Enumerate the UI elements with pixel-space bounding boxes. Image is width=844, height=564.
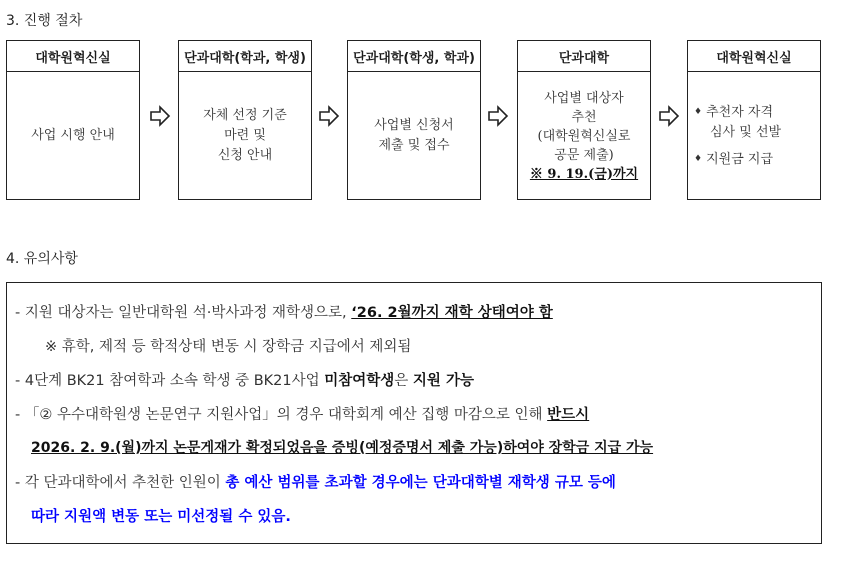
step-body <box>688 73 820 199</box>
notice-emphasis: 반드시 <box>547 407 590 423</box>
notice-emphasis: 지원 가능 <box>412 373 474 389</box>
notice-text: ※ 휴학, 제적 등 학적상태 변동 시 장학금 지급에서 제외됨 <box>45 339 412 355</box>
notice-line-7 <box>31 505 291 526</box>
hollow-right-arrow-icon <box>487 105 509 127</box>
deadline-note: ※ 9. 19.(금)까지 <box>529 166 639 182</box>
section-title-notes: 4. 유의사항 <box>6 251 78 267</box>
notice-line-6 <box>15 471 616 492</box>
step-text: 추천 <box>571 109 597 125</box>
step-text: 사업별 대상자 <box>544 90 624 106</box>
step-header: 단과대학(학생, 학과) <box>348 41 480 72</box>
notice-emphasis: 미참여학생 <box>324 373 395 389</box>
section-title-process: 3. 진행 절차 <box>6 13 83 29</box>
hollow-right-arrow-icon <box>658 105 680 127</box>
step-body <box>518 73 650 199</box>
notice-box <box>6 282 822 544</box>
step-body <box>348 73 480 199</box>
notice-emphasis: 2026. 2. 9.(월)까지 논문게재가 확정되었음을 증빙(예정증명서 제출 가능)하여야 장학금 지급 가능 <box>31 440 654 456</box>
process-step-4 <box>517 40 651 200</box>
notice-text: - 각 단과대학에서 추천한 인원이 <box>15 475 226 491</box>
notice-text: - 지원 대상자는 일반대학원 석·박사과정 재학생으로, <box>15 305 352 321</box>
notice-blue-emphasis: 따라 지원액 변동 또는 미선정될 수 있음. <box>31 509 291 525</box>
bullet-item <box>694 102 781 143</box>
step-text: 사업 시행 안내 <box>31 128 115 143</box>
hollow-right-arrow-icon <box>318 105 340 127</box>
step-body <box>179 73 311 199</box>
notice-line-1 <box>15 301 553 322</box>
hollow-right-arrow-icon <box>149 105 171 127</box>
step-text: 신청 안내 <box>217 148 273 163</box>
diamond-bullet-icon: ♦ <box>694 107 703 117</box>
notice-line-2 <box>45 335 411 356</box>
step-text: 자체 선정 기준 <box>203 108 287 123</box>
step-header: 대학원혁신실 <box>688 41 820 72</box>
notice-blue-emphasis: 총 예산 범위를 초과할 경우에는 단과대학별 재학생 규모 등에 <box>225 475 616 491</box>
process-step-5 <box>687 40 821 200</box>
step-header: 단과대학(학과, 학생) <box>179 41 311 72</box>
bullet-text: 심사 및 선발 <box>710 125 782 140</box>
process-step-1 <box>6 40 140 200</box>
step-body <box>7 73 139 199</box>
process-step-2 <box>178 40 312 200</box>
notice-text: - 「② 우수대학원생 논문연구 지원사업」의 경우 대학회계 예산 집행 마감으로 인해 <box>15 407 548 423</box>
step-header: 단과대학 <box>518 41 650 72</box>
step-text: 공문 제출) <box>554 147 614 163</box>
notice-line-4 <box>15 403 589 424</box>
notice-text: 은 <box>394 373 413 389</box>
step-text: 제출 및 접수 <box>378 138 450 153</box>
step-text: (대학원혁신실로 <box>537 128 631 144</box>
step-text: 사업별 신청서 <box>374 118 454 133</box>
process-step-3 <box>347 40 481 200</box>
notice-emphasis: ‘26. 2월까지 재학 상태여야 함 <box>351 305 553 321</box>
notice-line-5 <box>31 437 653 457</box>
step-text: 마련 및 <box>224 128 266 143</box>
bullet-text: 추천자 자격 <box>706 105 774 120</box>
bullet-text: 지원금 지급 <box>706 152 774 167</box>
step-header: 대학원혁신실 <box>7 41 139 72</box>
notice-line-3 <box>15 369 474 390</box>
bullet-item <box>694 149 773 170</box>
notice-text: - 4단계 BK21 참여학과 소속 학생 중 BK21사업 <box>15 373 325 389</box>
diamond-bullet-icon: ♦ <box>694 154 703 164</box>
